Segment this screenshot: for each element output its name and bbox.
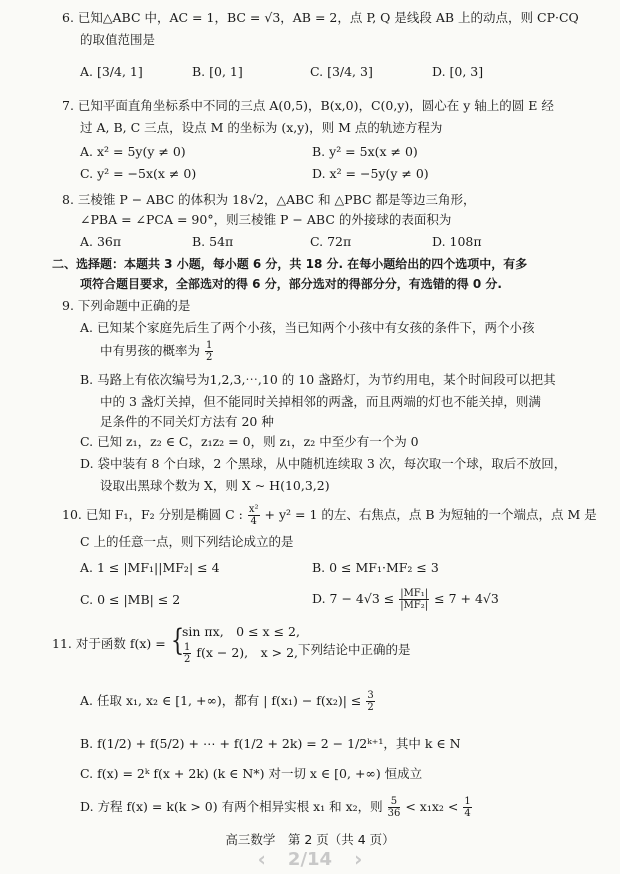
fraction-denominator: 4 bbox=[250, 516, 257, 527]
q9-option-a-fraction bbox=[205, 340, 213, 363]
q9-option-b-line-2: 中的 3 盏灯关掉，但不能同时关掉相邻的两盏，而且两端的灯也不能关掉，则满 bbox=[100, 394, 541, 409]
q9-option-c: C. 已知 z₁，z₂ ∈ C，z₁z₂ = 0，则 z₁，z₂ 中至少有一个为 0 bbox=[80, 434, 419, 449]
q10-ellipse-fraction bbox=[248, 504, 260, 527]
q10-option-d bbox=[312, 588, 499, 611]
fraction-denominator: 2 bbox=[367, 702, 374, 713]
q7-stem: 7. 已知平面直角坐标系中不同的三点 A(0,5)，B(x,0)，C(0,y)，圆心在 y 轴上的圆 E 经 bbox=[62, 98, 554, 113]
brace-glyph: { bbox=[170, 623, 185, 658]
q9-option-a-line-2 bbox=[100, 340, 214, 363]
q11-option-c: C. f(x) = 2ᵏ f(x + 2k) (k ∈ N*) 对一切 x ∈ [0, +∞) 恒成立 bbox=[80, 766, 423, 781]
q10-option-c: C. 0 ≤ |MB| ≤ 2 bbox=[80, 592, 181, 607]
fraction-numerator: 3 bbox=[367, 690, 374, 701]
q9-stem: 9. 下列命题中正确的是 bbox=[62, 298, 191, 313]
q8-option-c: C. 72π bbox=[310, 234, 352, 249]
q11-option-d-mid: < x₁x₂ < bbox=[405, 799, 459, 814]
q8-option-b: B. 54π bbox=[192, 234, 234, 249]
next-page-icon[interactable]: › bbox=[354, 847, 363, 871]
q11-case-2-fraction bbox=[183, 642, 191, 665]
q8-option-a: A. 36π bbox=[80, 234, 122, 249]
fraction-numerator: 1 bbox=[464, 796, 471, 807]
fraction-numerator: 5 bbox=[388, 796, 401, 808]
q6-stem: 6. 已知△ABC 中，AC = 1，BC = √3，AB = 2，点 P, Q 是线段 AB 上的动点，则 CP·CQ bbox=[62, 10, 579, 25]
q11-option-a bbox=[80, 690, 376, 713]
q9-option-b-line-1: B. 马路上有依次编号为1,2,3,⋯,10 的 10 盏路灯，为节约用电，某个时间段可以把其 bbox=[80, 372, 556, 387]
q7-option-c: C. y² = −5x(x ≠ 0) bbox=[80, 166, 197, 181]
page-navigator bbox=[0, 848, 620, 870]
q6-option-c: C. [3/4, 3] bbox=[310, 64, 373, 79]
fraction-denominator: 2 bbox=[184, 654, 191, 665]
q9-option-b-line-3: 足条件的不同关灯方法有 20 种 bbox=[100, 414, 274, 429]
q11-option-a-fraction bbox=[366, 690, 374, 713]
q9-option-a-line-1: A. 已知某个家庭先后生了两个小孩，当已知两个小孩中有女孩的条件下，两个小孩 bbox=[80, 320, 535, 335]
q10-stem-text-b: + y² = 1 的左、右焦点，点 B 为短轴的一个端点，点 M 是 bbox=[264, 507, 597, 522]
q11-option-b: B. f(1/2) + f(5/2) + ⋯ + f(1/2 + 2k) = 2 − 1/2ᵏ⁺¹，其中 k ∈ N bbox=[80, 736, 461, 751]
page-footer: 高三数学 第 2 页（共 4 页） bbox=[225, 832, 395, 847]
q6-stem-2: 的取值范围是 bbox=[80, 32, 156, 47]
q11-case-2 bbox=[182, 642, 298, 665]
section-heading-line-1: 二、选择题：本题共 3 小题，每小题 6 分，共 18 分. 在每小题给出的四个选项中，有多 bbox=[52, 257, 528, 271]
q11-option-d bbox=[80, 796, 473, 819]
fraction-denominator: 36 bbox=[387, 808, 401, 819]
q10-option-d-fraction bbox=[399, 588, 429, 611]
page-indicator: 2/14 bbox=[287, 848, 333, 870]
q6-option-b: B. [0, 1] bbox=[192, 64, 243, 79]
q8-stem: 8. 三棱锥 P − ABC 的体积为 18√2，△ABC 和 △PBC 都是等边三角形， bbox=[62, 192, 476, 207]
q10-option-b: B. 0 ≤ MF₁·MF₂ ≤ 3 bbox=[312, 560, 439, 575]
q11-case-1: sin πx, 0 ≤ x ≤ 2, bbox=[182, 624, 300, 639]
q10-stem-text-a: 10. 已知 F₁，F₂ 分别是椭圆 C : bbox=[62, 507, 243, 522]
fraction-denominator: 2 bbox=[206, 352, 213, 363]
fraction-numerator: x² bbox=[248, 504, 259, 515]
prev-page-icon[interactable]: ‹ bbox=[257, 847, 266, 871]
q11-option-d-fraction-low bbox=[388, 796, 401, 819]
fraction-denominator: |MF₂| bbox=[400, 600, 429, 611]
q9-option-a-text: 中有男孩的概率为 bbox=[100, 343, 201, 358]
q10-stem bbox=[62, 504, 597, 527]
q7-option-a: A. x² = 5y(y ≠ 0) bbox=[80, 144, 186, 159]
q8-stem-2: ∠PBA = ∠PCA = 90°，则三棱锥 P − ABC 的外接球的表面积为 bbox=[80, 212, 452, 227]
q11-lead: 11. 对于函数 f(x) = bbox=[52, 636, 166, 651]
q11-option-d-fraction-high bbox=[463, 796, 471, 819]
q9-option-d-line-2: 设取出黑球个数为 X，则 X ~ H(10,3,2) bbox=[100, 478, 330, 493]
q10-option-a: A. 1 ≤ |MF₁||MF₂| ≤ 4 bbox=[80, 560, 220, 575]
q8-option-d: D. 108π bbox=[432, 234, 482, 249]
q7-option-b: B. y² = 5x(x ≠ 0) bbox=[312, 144, 418, 159]
fraction-numerator: |MF₁| bbox=[400, 588, 429, 599]
q11-option-a-text: A. 任取 x₁, x₂ ∈ [1, +∞)，都有 | f(x₁) − f(x₂)| ≤ bbox=[80, 693, 362, 708]
q9-option-d-line-1: D. 袋中装有 8 个白球，2 个黑球，从中随机连续取 3 次，每次取一个球，取后不放回， bbox=[80, 456, 567, 471]
section-heading-line-2: 项符合题目要求，全部选对的得 6 分，部分选对的得部分分，有选错的得 0 分. bbox=[80, 277, 502, 291]
q10-stem-2: C 上的任意一点，则下列结论成立的是 bbox=[80, 534, 294, 549]
q7-option-d: D. x² = −5y(y ≠ 0) bbox=[312, 166, 429, 181]
fraction-numerator: 1 bbox=[184, 642, 191, 653]
q7-stem-2: 过 A, B, C 三点，设点 M 的坐标为 (x,y)，则 M 点的轨迹方程为 bbox=[80, 120, 443, 135]
fraction-denominator: 4 bbox=[464, 808, 471, 819]
q11-option-d-text: D. 方程 f(x) = k(k > 0) 有两个相异实根 x₁ 和 x₂，则 bbox=[80, 799, 383, 814]
fraction-numerator: 1 bbox=[206, 340, 213, 351]
q11-tail: 下列结论中正确的是 bbox=[298, 642, 411, 657]
q11-case-2-text: f(x − 2), x > 2, bbox=[196, 645, 299, 660]
q6-option-d: D. [0, 3] bbox=[432, 64, 484, 79]
q10-option-d-text-b: ≤ 7 + 4√3 bbox=[434, 591, 499, 606]
q6-option-a: A. [3/4, 1] bbox=[80, 64, 143, 79]
q10-option-d-text-a: D. 7 − 4√3 ≤ bbox=[312, 591, 395, 606]
